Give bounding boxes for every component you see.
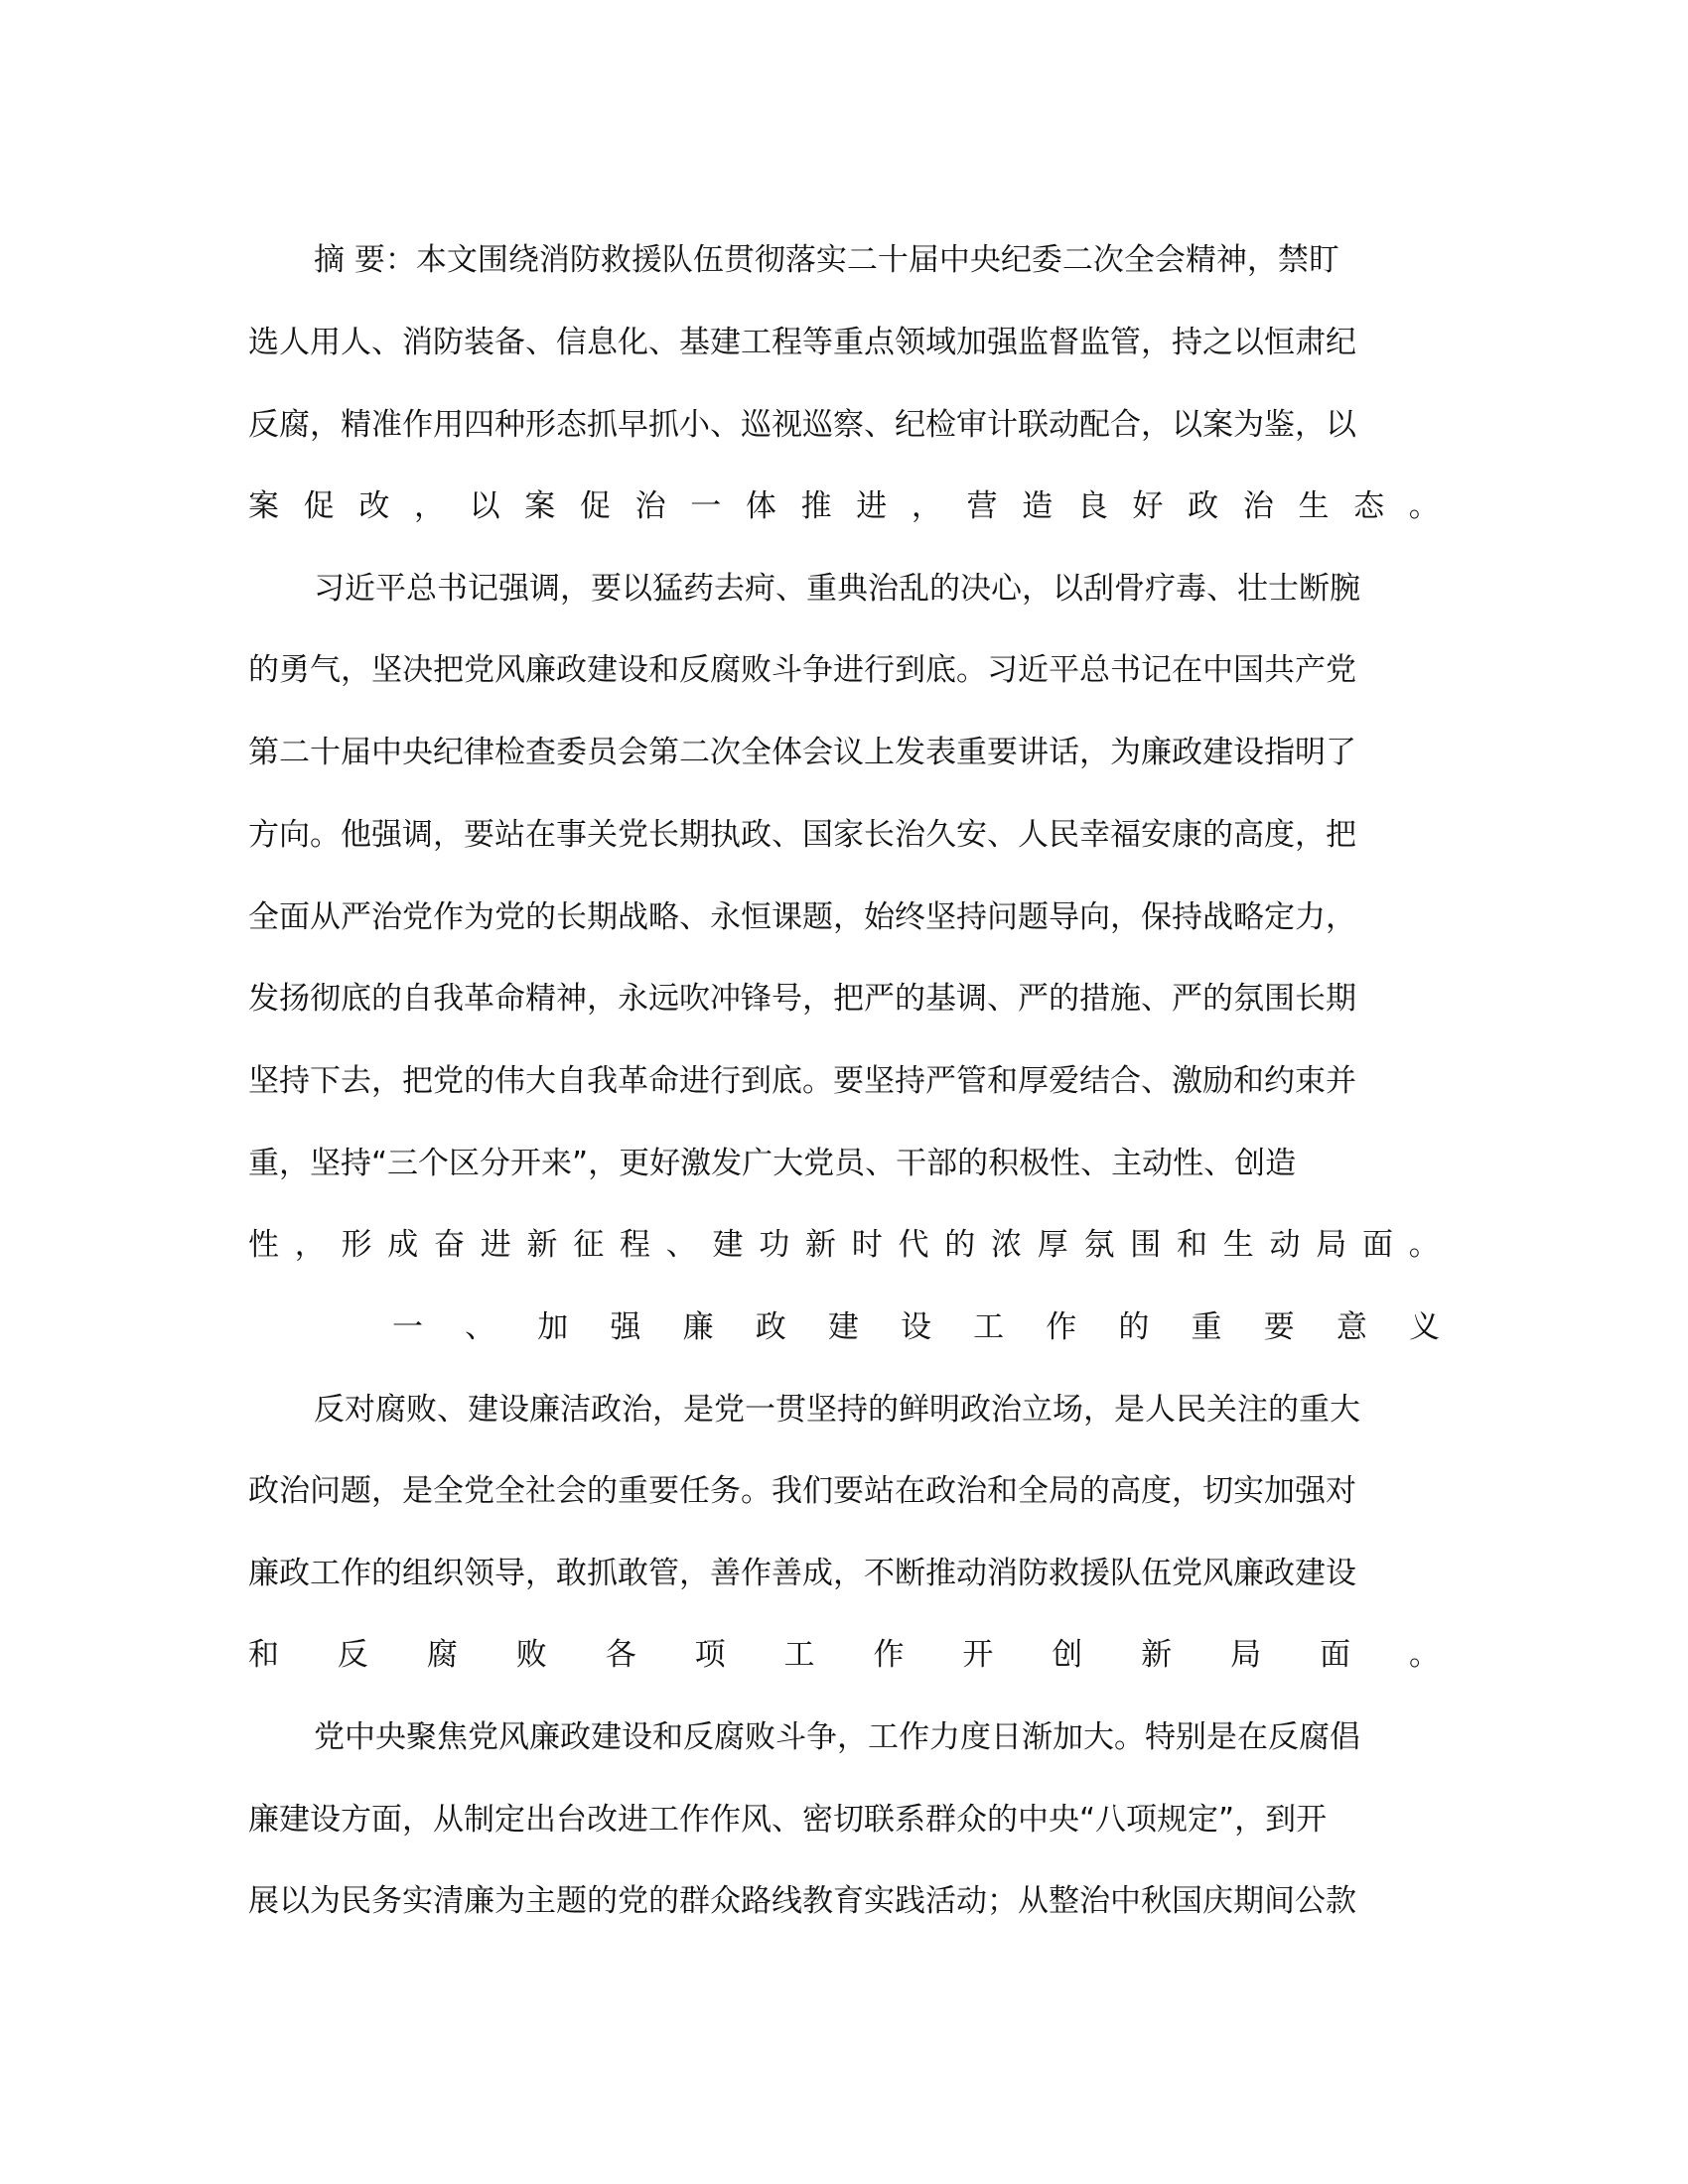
- glyph: 良: [1076, 488, 1108, 524]
- glyph: 设: [900, 1309, 931, 1345]
- glyph: 加: [537, 1309, 569, 1345]
- glyph: 促: [303, 488, 335, 524]
- glyph: 建: [712, 1227, 744, 1263]
- paragraph-1-line-8: 重，坚持“三个区分开来”，更好激发广大党员、干部的积极性、主动性、创造: [248, 1146, 1297, 1181]
- glyph: 营: [966, 488, 998, 524]
- paragraph-1-line-7: 坚持下去，把党的伟大自我革命进行到底。要坚持严管和厚爱结合、激励和约束并: [248, 1063, 1356, 1099]
- glyph: 功: [759, 1227, 790, 1263]
- glyph: 生: [1222, 1227, 1254, 1263]
- glyph: 成: [387, 1227, 419, 1263]
- glyph: ，: [911, 488, 942, 524]
- glyph: 新: [805, 1227, 836, 1263]
- glyph: 、: [465, 1309, 496, 1345]
- glyph: 面: [1320, 1637, 1351, 1673]
- abstract-line-4: [248, 477, 1440, 536]
- paragraph-1-line-6: 发扬彻底的自我革命精神，永远吹冲锋号，把严的基调、严的措施、严的氛围长期: [248, 981, 1356, 1017]
- glyph: 的: [1118, 1309, 1150, 1345]
- glyph: 新: [1141, 1637, 1173, 1673]
- glyph: 要: [1263, 1309, 1295, 1345]
- glyph: 案: [248, 488, 279, 524]
- glyph: 创: [1052, 1637, 1083, 1673]
- glyph: 建: [827, 1309, 859, 1345]
- glyph: 的: [944, 1227, 976, 1263]
- glyph: 改: [358, 488, 390, 524]
- paragraph-3-line-1: 党中央聚焦党风廉政建设和反腐败斗争，工作力度日渐加大。特别是在反腐倡: [314, 1719, 1360, 1755]
- glyph: 工: [783, 1637, 815, 1673]
- glyph: 政: [755, 1309, 786, 1345]
- abstract-line-2: 选人用人、消防装备、信息化、基建工程等重点领域加强监督监管，持之以恒肃纪: [248, 325, 1356, 360]
- glyph: 一: [690, 488, 722, 524]
- paragraph-1-line-4: 方向。他强调，要站在事关党长期执政、国家长治久安、人民幸福安康的高度，把: [248, 817, 1356, 853]
- glyph: 形: [341, 1227, 372, 1263]
- glyph: 以: [469, 488, 500, 524]
- glyph: 代: [898, 1227, 929, 1263]
- glyph: 作: [873, 1637, 905, 1673]
- glyph: 强: [610, 1309, 641, 1345]
- paragraph-1-line-5: 全面从严治党作为党的长期战略、永恒课题，始终坚持问题导向，保持战略定力，: [248, 899, 1356, 935]
- paragraph-1-line-9: [248, 1215, 1440, 1275]
- glyph: 治: [1242, 488, 1274, 524]
- glyph: 意: [1336, 1309, 1367, 1345]
- glyph: 开: [962, 1637, 994, 1673]
- glyph: 局: [1316, 1227, 1347, 1263]
- paragraph-2-line-1: 反对腐败、建设廉洁政治，是党一贯坚持的鲜明政治立场，是人民关注的重大: [314, 1392, 1360, 1428]
- glyph: 项: [694, 1637, 726, 1673]
- glyph: 围: [1130, 1227, 1162, 1263]
- glyph: 进: [480, 1227, 511, 1263]
- paragraph-3-line-2: 廉建设方面，从制定出台改进工作作风、密切联系群众的中央“八项规定”，到开: [248, 1802, 1328, 1838]
- paragraph-1-line-3: 第二十届中央纪律检查委员会第二次全体会议上发表重要讲话，为廉政建设指明了: [248, 735, 1356, 770]
- glyph: 性: [248, 1227, 279, 1263]
- glyph: 案: [524, 488, 556, 524]
- glyph: 好: [1132, 488, 1164, 524]
- paragraph-2-line-2: 政治问题，是全党全社会的重要任务。我们要站在政治和全局的高度，切实加强对: [248, 1473, 1356, 1509]
- glyph: 一: [392, 1309, 423, 1345]
- glyph: ，: [413, 488, 445, 524]
- glyph: 工: [973, 1309, 1005, 1345]
- section-heading-1: [248, 1297, 1440, 1357]
- glyph: 。: [1408, 488, 1440, 524]
- glyph: 局: [1230, 1637, 1262, 1673]
- glyph: 腐: [426, 1637, 458, 1673]
- glyph: 反: [337, 1637, 368, 1673]
- glyph: 时: [851, 1227, 883, 1263]
- glyph: 进: [856, 488, 888, 524]
- glyph: 廉: [682, 1309, 714, 1345]
- glyph: 和: [248, 1637, 279, 1673]
- glyph: 作: [1046, 1309, 1077, 1345]
- paragraph-1-line-2: 的勇气，坚决把党风廉政建设和反腐败斗争进行到底。习近平总书记在中国共产党: [248, 652, 1356, 688]
- glyph: 。: [1408, 1637, 1440, 1673]
- glyph: 氛: [1083, 1227, 1115, 1263]
- abstract-line-1: 摘 要：本文围绕消防救援队伍贯彻落实二十届中央纪委二次全会精神，禁盯: [314, 242, 1339, 278]
- glyph: 各: [605, 1637, 636, 1673]
- glyph: 和: [1177, 1227, 1207, 1263]
- paragraph-2-line-4: [248, 1625, 1440, 1685]
- glyph: 、: [665, 1227, 697, 1263]
- glyph: 奋: [434, 1227, 465, 1263]
- paragraph-3-line-3: 展以为民务实清廉为主题的党的群众路线教育实践活动；从整治中秋国庆期间公款: [248, 1883, 1356, 1919]
- glyph: 动: [1269, 1227, 1301, 1263]
- glyph: 面: [1362, 1227, 1393, 1263]
- glyph: 造: [1022, 488, 1054, 524]
- glyph: ，: [294, 1227, 326, 1263]
- glyph: 。: [1408, 1227, 1440, 1263]
- paragraph-1-line-1: 习近平总书记强调，要以猛药去疴、重典治乱的决心，以刮骨疗毒、壮士断腕: [314, 571, 1360, 607]
- glyph: 厚: [1037, 1227, 1068, 1263]
- abstract-line-3: 反腐，精准作用四种形态抓早抓小、巡视巡察、纪检审计联动配合，以案为鉴，以: [248, 407, 1356, 443]
- glyph: 重: [1191, 1309, 1222, 1345]
- glyph: 治: [634, 488, 666, 524]
- glyph: 促: [579, 488, 611, 524]
- glyph: 推: [800, 488, 832, 524]
- glyph: 新: [526, 1227, 558, 1263]
- glyph: 征: [573, 1227, 605, 1263]
- glyph: 生: [1298, 488, 1330, 524]
- glyph: 体: [745, 488, 776, 524]
- glyph: 程: [620, 1227, 650, 1263]
- glyph: 义: [1408, 1309, 1440, 1345]
- paragraph-2-line-3: 廉政工作的组织领导，敢抓敢管，善作善成，不断推动消防救援队伍党风廉政建设: [248, 1556, 1356, 1591]
- glyph: 败: [515, 1637, 547, 1673]
- glyph: 政: [1188, 488, 1219, 524]
- glyph: 浓: [991, 1227, 1022, 1263]
- glyph: 态: [1353, 488, 1385, 524]
